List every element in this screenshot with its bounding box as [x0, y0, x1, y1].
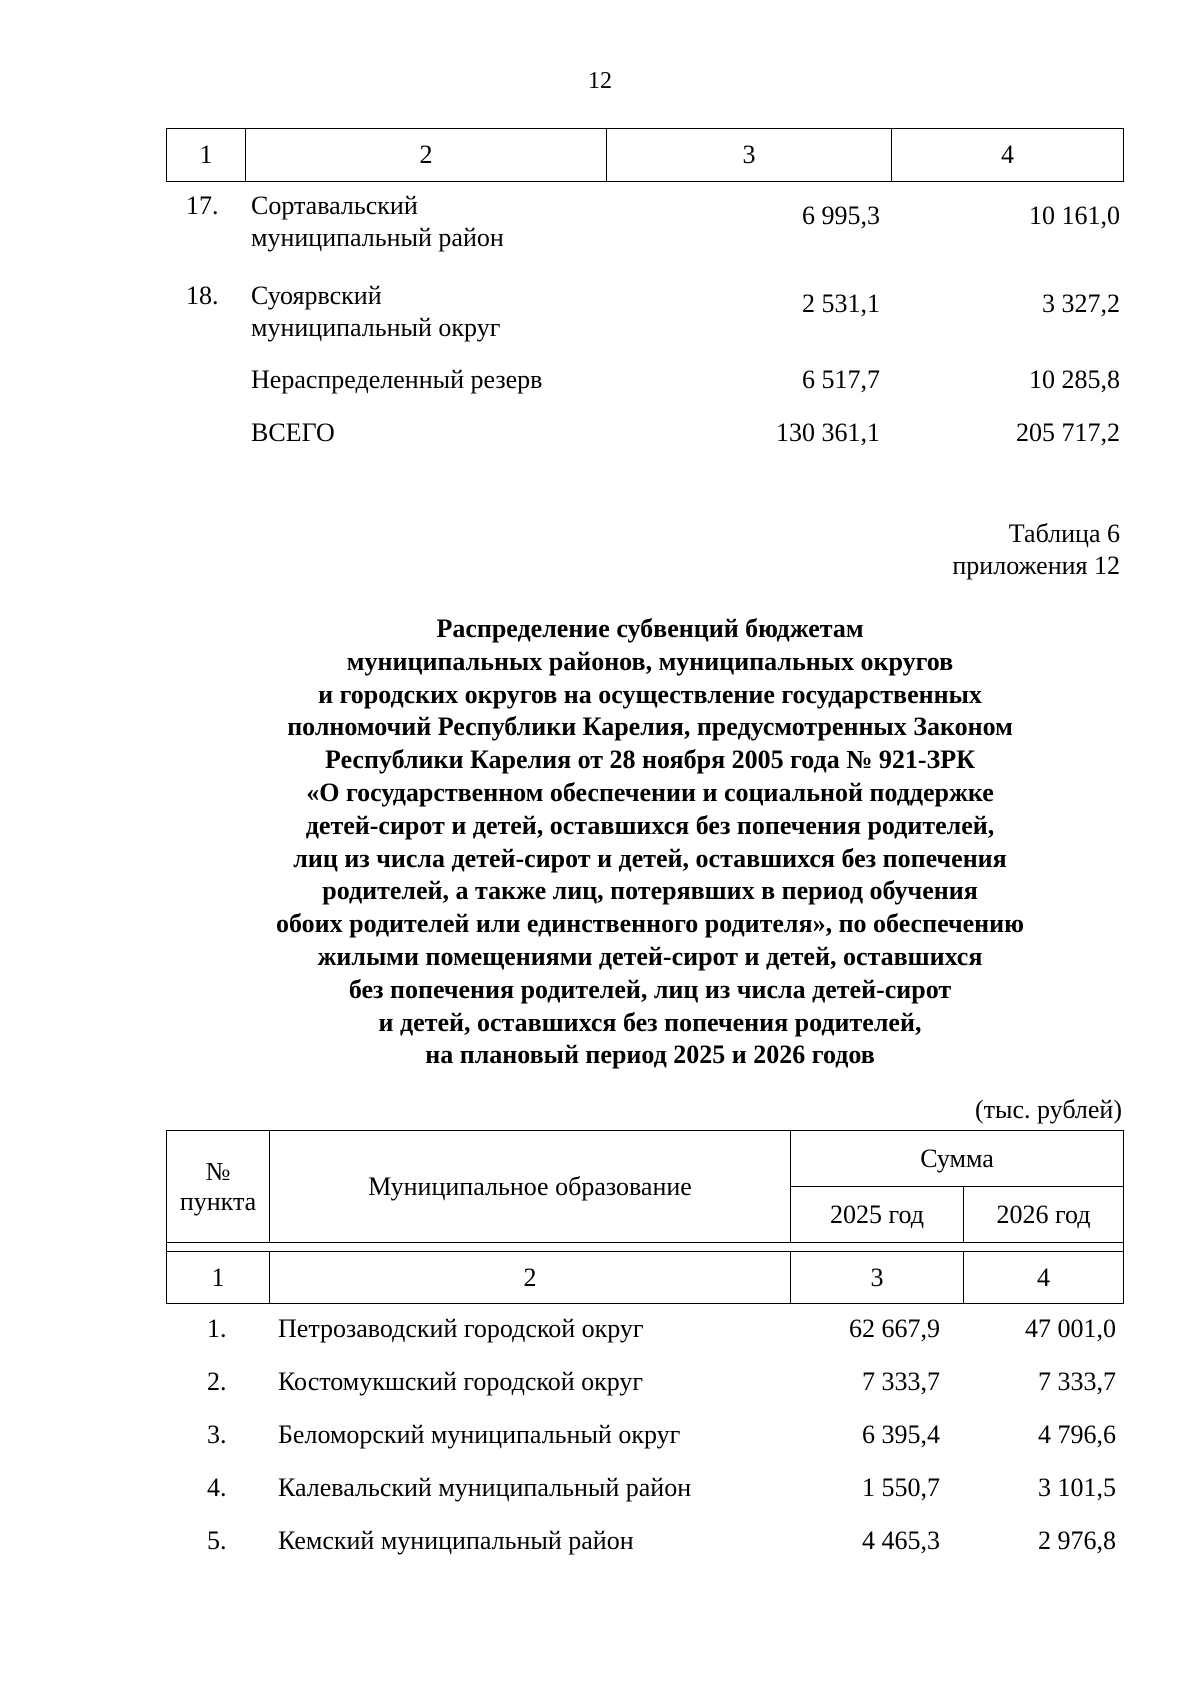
- row-number: 2.: [207, 1367, 227, 1396]
- header-municipality: Муниципальное образование: [270, 1131, 791, 1243]
- row-number: 18.: [186, 281, 219, 310]
- row-value-2025: 6 995,3: [802, 201, 880, 230]
- row-value-2026: 3 101,5: [1038, 1473, 1116, 1502]
- table-caption-line: Таблица 6: [1008, 519, 1120, 548]
- row-number: 1.: [207, 1314, 227, 1343]
- title-line: родителей, а также лиц, потерявших в период обучения: [322, 876, 978, 906]
- header-year-2026: 2026 год: [964, 1187, 1124, 1243]
- col-number-2: 2: [270, 1252, 791, 1304]
- row-number: 4.: [207, 1473, 227, 1502]
- title-line: Распределение субвенций бюджетам: [436, 614, 864, 643]
- row-name-line: муниципальный район: [251, 223, 504, 252]
- header-sum: Сумма: [791, 1131, 1124, 1187]
- row-value-2026: 10 161,0: [1029, 201, 1120, 230]
- title-line: жилыми помещениями детей-сирот и детей, оставшихся: [317, 941, 983, 971]
- reserve-value-2026: 10 285,8: [1029, 365, 1120, 394]
- row-name: Калевальский муниципальный район: [278, 1473, 692, 1502]
- row-value-2026: 7 333,7: [1038, 1367, 1116, 1396]
- header-number-cell: [167, 1131, 270, 1243]
- table6-header: [166, 1130, 1124, 1304]
- table1-column-numbers: [166, 128, 1124, 182]
- title-line: «О государственном обеспечении и социальной поддержке: [306, 777, 994, 807]
- row-name: Костомукшский городской округ: [278, 1367, 644, 1396]
- title-line: на плановый период 2025 и 2026 годов: [425, 1040, 875, 1070]
- reserve-label: Нераспределенный резерв: [251, 365, 543, 394]
- table-caption-line: приложения 12: [952, 551, 1120, 580]
- col-number-4: 4: [964, 1252, 1124, 1304]
- row-value-2025: 6 395,4: [862, 1420, 940, 1449]
- title-line: без попечения родителей, лиц из числа детей-сирот: [348, 974, 952, 1004]
- col-number-1: 1: [167, 1252, 270, 1304]
- title-line: муниципальных районов, муниципальных округов: [346, 646, 954, 676]
- total-value-2026: 205 717,2: [1016, 418, 1120, 447]
- row-value-2026: 47 001,0: [1025, 1314, 1116, 1343]
- table-title: [130, 613, 1170, 1072]
- col-number-3: 3: [607, 129, 892, 182]
- row-name-line: Суоярвский: [251, 281, 382, 310]
- row-value-2026: 4 796,6: [1038, 1420, 1116, 1449]
- row-name: Кемский муниципальный район: [278, 1526, 634, 1555]
- header-number-label: пункта: [179, 1186, 257, 1216]
- row-name: Петрозаводский городской округ: [278, 1314, 644, 1343]
- title-line: и городских округов на осуществление государственных: [318, 679, 982, 709]
- header-year-2025: 2025 год: [791, 1187, 964, 1243]
- col-number-2: 2: [246, 129, 607, 182]
- unit-label: (тыс. рублей): [974, 1095, 1122, 1124]
- title-line: обоих родителей или единственного родителя», по обеспечению: [275, 909, 1025, 939]
- title-line: и детей, оставшихся без попечения родителей,: [378, 1007, 922, 1037]
- row-value-2025: 2 531,1: [802, 289, 880, 318]
- row-number: 3.: [207, 1420, 227, 1449]
- table-caption: [952, 518, 1120, 582]
- header-number-symbol: №: [205, 1156, 231, 1186]
- title-line: лиц из числа детей-сирот и детей, оставшихся без попечения: [293, 843, 1007, 873]
- row-value-2025: 7 333,7: [862, 1367, 940, 1396]
- total-value-2025: 130 361,1: [776, 418, 880, 447]
- col-number-1: 1: [167, 129, 246, 182]
- reserve-value-2025: 6 517,7: [802, 365, 880, 394]
- title-line: полномочий Республики Карелия, предусмотренных Законом: [287, 712, 1013, 742]
- col-number-4: 4: [892, 129, 1124, 182]
- title-line: Республики Карелия от 28 ноября 2005 года № 921-ЗРК: [325, 745, 975, 775]
- row-number: 17.: [186, 191, 219, 220]
- title-line: детей-сирот и детей, оставшихся без попечения родителей,: [305, 810, 995, 840]
- row-name: [251, 280, 721, 344]
- row-name: [251, 190, 721, 254]
- total-label: ВСЕГО: [251, 418, 335, 447]
- page-number: 12: [588, 68, 612, 94]
- col-number-3: 3: [791, 1252, 964, 1304]
- row-value-2026: 3 327,2: [1042, 289, 1120, 318]
- row-number: 5.: [207, 1526, 227, 1555]
- row-name-line: муниципальный округ: [251, 313, 501, 342]
- row-value-2026: 2 976,8: [1038, 1526, 1116, 1555]
- row-value-2025: 4 465,3: [862, 1526, 940, 1555]
- row-name: Беломорский муниципальный округ: [278, 1420, 681, 1449]
- row-value-2025: 62 667,9: [849, 1314, 940, 1343]
- row-name-line: Сортавальский: [251, 191, 418, 220]
- row-value-2025: 1 550,7: [862, 1473, 940, 1502]
